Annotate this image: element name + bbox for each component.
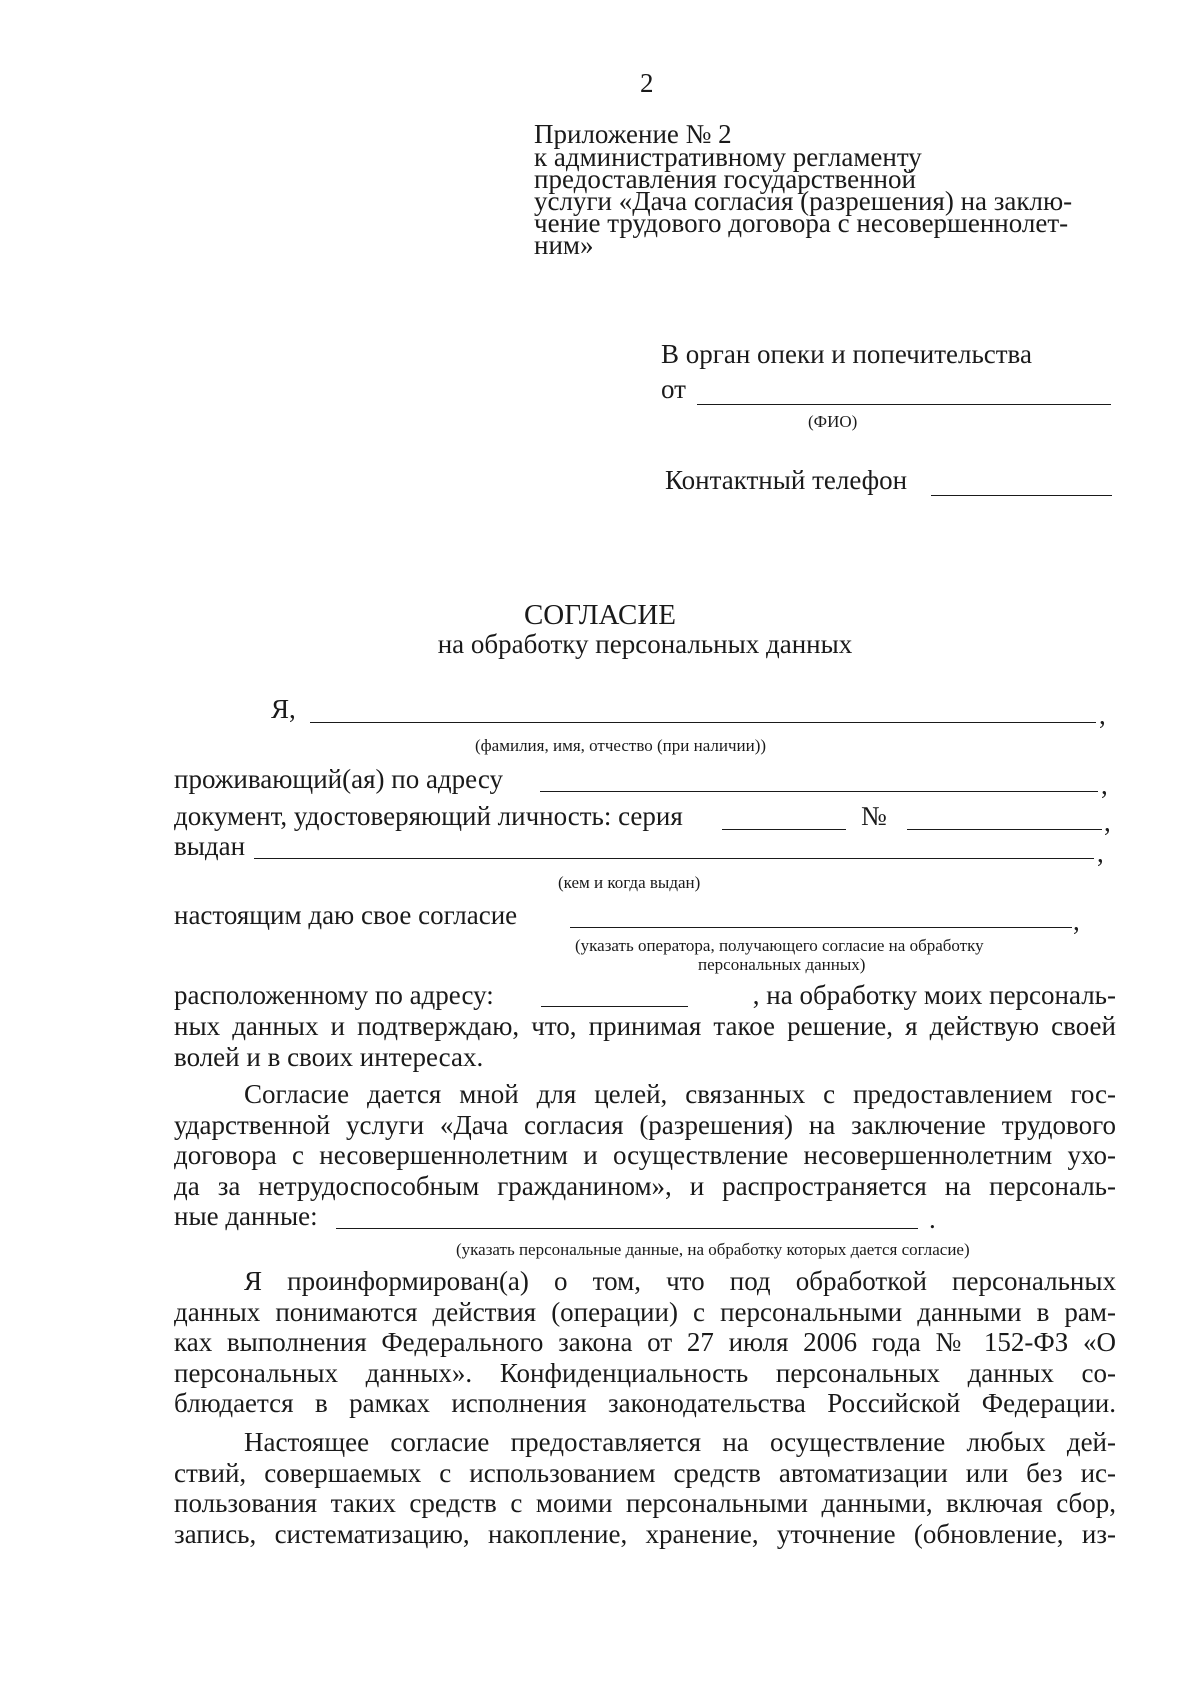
operator-address-field-line[interactable]: [541, 1006, 688, 1007]
paragraph-line: волей и в своих интересах.: [174, 1041, 484, 1072]
series-field-line[interactable]: [722, 829, 846, 830]
name-caption: (фамилия, имя, отчество (при наличии)): [475, 736, 767, 755]
scope-label: ные данные:: [174, 1201, 318, 1231]
comma: ,: [1099, 700, 1106, 730]
operator-field-line[interactable]: [570, 927, 1072, 928]
appendix-line: ним»: [534, 230, 594, 260]
paragraph-line: ных данных и подтверждаю, что, принимая такое решение, я действую своей: [174, 1011, 1116, 1041]
fio-field-line[interactable]: [697, 404, 1111, 405]
paragraph-line: ках выполнения Федерального закона от 27 июля 2006 года № 152-ФЗ «О: [174, 1327, 1116, 1358]
address-field-line[interactable]: [540, 791, 1098, 792]
comma: ,: [1101, 770, 1108, 800]
consent-label: настоящим даю свое согласие: [174, 900, 518, 930]
paragraph-line: пользования таких средств с моими персональными данными, включая сбор,: [174, 1488, 1116, 1519]
paragraph-line: ствий, совершаемых с использованием средств автоматизации или без ис-: [174, 1457, 1116, 1488]
appendix-line: чение трудового договора с несовершеннолет-: [534, 208, 1069, 238]
located-rest: , на обработку моих персональ-: [752, 980, 1116, 1010]
paragraph-line: запись, систематизацию, накопление, хранение, уточнение (обновление, из-: [174, 1518, 1116, 1549]
scope-period: .: [929, 1204, 936, 1234]
appendix-title: Приложение № 2: [534, 119, 732, 149]
scope-field-line[interactable]: [336, 1228, 918, 1229]
appendix-line: услуги «Дача согласия (разрешения) на заклю-: [534, 186, 1073, 216]
operator-caption: персональных данных): [698, 955, 866, 974]
appendix-text: [534, 142, 1073, 260]
paragraph-2: [174, 1079, 1116, 1201]
comma: ,: [1104, 807, 1111, 837]
appendix-line: к административному регламенту: [534, 142, 922, 172]
doc-subtitle: на обработку персональных данных: [437, 629, 853, 659]
issued-label: выдан: [174, 831, 246, 861]
addressee-to: В орган опеки и попечительства: [661, 339, 1032, 369]
paragraph-line: да за нетрудоспособным гражданином», и распространяется на персональ-: [174, 1170, 1116, 1201]
paragraph-line: данных понимаются действия (операции) с персональными данными в рам-: [174, 1296, 1116, 1327]
phone-label: Контактный телефон: [665, 465, 908, 495]
paragraph-1: [174, 1011, 1116, 1072]
fio-caption: (ФИО): [808, 412, 858, 431]
located-label: расположенному по адресу:: [174, 980, 494, 1010]
page-number: 2: [640, 68, 654, 98]
issued-caption: (кем и когда выдан): [558, 873, 701, 892]
issued-field-line[interactable]: [254, 858, 1094, 859]
paragraph-line: Согласие дается мной для целей, связанных с предоставлением гос-: [244, 1079, 1116, 1109]
phone-field-line[interactable]: [931, 495, 1112, 496]
scope-caption: (указать персональные данные, на обработку которых дается согласие): [456, 1240, 970, 1259]
comma: ,: [1073, 906, 1080, 936]
paragraph-line: Настоящее согласие предоставляется на осуществление любых дей-: [244, 1427, 1116, 1457]
paragraph-line: персональных данных». Конфиденциальность персональных данных со-: [174, 1357, 1116, 1388]
paragraph-3: [174, 1266, 1116, 1419]
id-doc-label: документ, удостоверяющий личность: серия: [174, 801, 683, 831]
doc-title: СОГЛАСИЕ: [523, 599, 677, 631]
i-label: Я,: [271, 694, 296, 724]
from-label: от: [661, 374, 686, 404]
paragraph-line: договора с несовершеннолетним и осуществление несовершеннолетним ухо-: [174, 1140, 1116, 1171]
paragraph-line: блюдается в рамках исполнения законодательства Российской Федерации.: [174, 1388, 1116, 1419]
paragraph-line: Я проинформирован(а) о том, что под обработкой персональных: [244, 1266, 1116, 1296]
comma: ,: [1097, 838, 1104, 868]
name-field-line[interactable]: [310, 722, 1096, 723]
residing-label: проживающий(ая) по адресу: [174, 764, 503, 794]
operator-caption: (указать оператора, получающего согласие на обработку: [575, 936, 984, 955]
appendix-line: предоставления государственной: [534, 164, 916, 194]
paragraph-line: ударственной услуги «Дача согласия (разрешения) на заключение трудового: [174, 1109, 1116, 1140]
paragraph-4: [174, 1427, 1116, 1549]
number-field-line[interactable]: [907, 829, 1102, 830]
number-sign: №: [861, 801, 887, 831]
